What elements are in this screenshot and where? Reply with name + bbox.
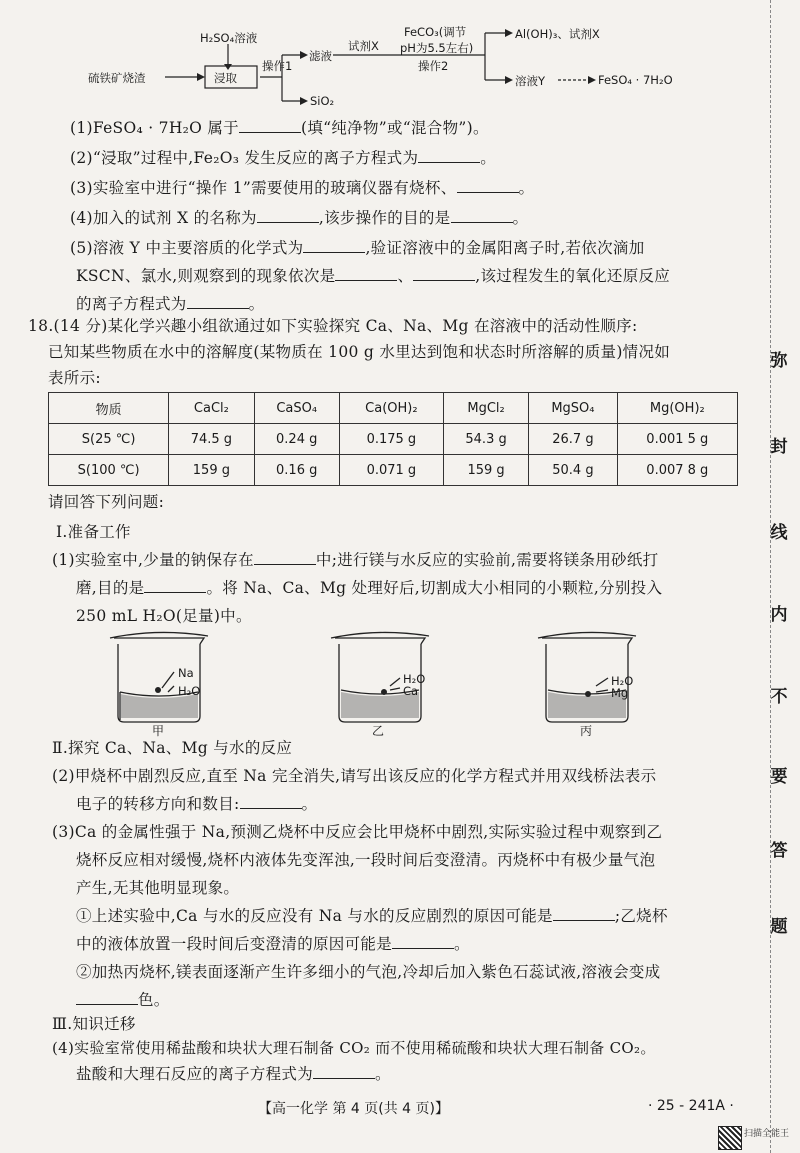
side-char: 答 [770, 841, 788, 861]
q18-intro2: 已知某些物质在水中的溶解度(某物质在 100 g 水里达到饱和状态时所溶解的质量)情况如 [48, 343, 671, 361]
side-char: 线 [770, 523, 788, 543]
section-3-heading: Ⅲ.知识迁移 [52, 1015, 136, 1033]
table-cell: 50.4 g [529, 455, 617, 486]
beaker-figures [100, 630, 660, 738]
q18-part1-line2: 磨,目的是 。将 Na、Ca、Mg 处理好后,切割成大小相同的小颗粒,分别投入 [76, 579, 663, 597]
q18-part3-line6: ②加热丙烧杯,镁表面逐渐产生许多细小的气泡,冷却后加入紫色石蕊试液,溶液会变成 [76, 963, 661, 981]
side-char: 要 [770, 767, 788, 787]
q17-part5-line3: 的离子方程式为 。 [76, 295, 265, 313]
q18-part3-line1: (3)Ca 的金属性强于 Na,预测乙烧杯中反应会比甲烧杯中剧烈,实际实验过程中观察到乙 [52, 823, 663, 841]
answer-blank[interactable] [257, 208, 319, 223]
flow-solution-y: 溶液Y [515, 74, 546, 88]
q18-part3-line5: 中的液体放置一段时间后变澄清的原因可能是 。 [76, 935, 470, 953]
flow-feco3-a: FeCO₃(调节 [404, 25, 467, 39]
flow-leach: 浸取 [214, 71, 237, 85]
q18-part1-line3: 250 mL H₂O(足量)中。 [76, 607, 252, 625]
q18-part3-line2: 烧杯反应相对缓慢,烧杯内液体先变浑浊,一段时间后变澄清。丙烧杯中有极少量气泡 [76, 851, 656, 869]
table-header-cell: MgSO₄ [529, 393, 617, 424]
table-cell: S(25 ℃) [49, 424, 169, 455]
section-2-heading: Ⅱ.探究 Ca、Na、Mg 与水的反应 [52, 739, 293, 757]
beaker-1-metal: Na [178, 666, 194, 680]
answer-blank[interactable] [303, 238, 365, 253]
side-char: 题 [770, 917, 788, 937]
flow-op2: 操作2 [418, 59, 449, 73]
answer-blank[interactable] [144, 578, 206, 593]
table-cell: 159 g [443, 455, 528, 486]
table-row [49, 455, 738, 486]
scanner-watermark: 扫描全能王 [744, 1129, 790, 1139]
table-cell: 0.071 g [339, 455, 443, 486]
answer-blank[interactable] [313, 1064, 375, 1079]
table-cell: 0.16 g [254, 455, 339, 486]
q18-part3-line3: 产生,无其他明显现象。 [76, 879, 240, 897]
table-cell: 74.5 g [169, 424, 254, 455]
side-char: 内 [770, 605, 788, 625]
flow-aloh3: Al(OH)₃、试剂X [515, 27, 600, 41]
beaker-1-water: H₂O [178, 684, 201, 698]
table-header-cell: MgCl₂ [443, 393, 528, 424]
table-header-cell: 物质 [49, 393, 169, 424]
answer-blank[interactable] [239, 118, 301, 133]
q17-part5-line1: (5)溶液 Y 中主要溶质的化学式为 ,验证溶液中的金属阳离子时,若依次滴加 [70, 239, 645, 257]
beaker-3-name: 丙 [580, 724, 593, 738]
flow-reagent-x: 试剂X [348, 39, 379, 53]
beaker-2-name: 乙 [372, 724, 385, 738]
answer-blank[interactable] [254, 550, 316, 565]
flow-chart [0, 0, 760, 118]
section-1-heading: Ⅰ.准备工作 [56, 523, 131, 541]
beaker-2-water: H₂O [403, 672, 426, 686]
qr-code-icon [718, 1126, 742, 1150]
q18-part2-line1: (2)甲烧杯中剧烈反应,直至 Na 完全消失,请写出该反应的化学方程式并用双线桥法表示 [52, 767, 657, 785]
table-header-cell: Ca(OH)₂ [339, 393, 443, 424]
table-header-row [49, 393, 738, 424]
table-header-cell: CaCl₂ [169, 393, 254, 424]
beaker-2-metal: Ca [403, 684, 419, 698]
q18-ask: 请回答下列问题: [48, 493, 165, 511]
flow-start: 硫铁矿烧渣 [88, 71, 146, 85]
table-cell: 26.7 g [529, 424, 617, 455]
answer-blank[interactable] [187, 294, 249, 309]
q17-part2: (2)“浸取”过程中,Fe₂O₃ 发生反应的离子方程式为 。 [70, 149, 497, 167]
beaker-3-water: H₂O [611, 674, 634, 688]
table-cell: 0.175 g [339, 424, 443, 455]
q17-part3: (3)实验室中进行“操作 1”需要使用的玻璃仪器有烧杯、 。 [70, 179, 535, 197]
table-cell: 0.24 g [254, 424, 339, 455]
answer-blank[interactable] [553, 906, 615, 921]
answer-blank[interactable] [457, 178, 519, 193]
footer-code: · 25 - 241A · [648, 1098, 734, 1114]
flow-arrows [0, 0, 760, 118]
flow-op1: 操作1 [262, 59, 293, 73]
answer-blank[interactable] [392, 934, 454, 949]
q18-part4-line2: 盐酸和大理石反应的离子方程式为 。 [76, 1065, 391, 1083]
q18-part4-line1: (4)实验室常使用稀盐酸和块状大理石制备 CO₂ 而不使用稀硫酸和块状大理石制备 CO₂。 [52, 1039, 656, 1057]
q18-intro3: 表所示: [48, 369, 101, 387]
table-cell: S(100 ℃) [49, 455, 169, 486]
answer-blank[interactable] [413, 266, 475, 281]
table-cell: 0.001 5 g [617, 424, 737, 455]
answer-blank[interactable] [418, 148, 480, 163]
q18-part3-line7: 色。 [76, 990, 170, 1010]
answer-blank[interactable] [76, 990, 138, 1005]
flow-feco3-b: pH为5.5左右) [400, 41, 474, 55]
flow-product: FeSO₄ · 7H₂O [598, 73, 673, 87]
table-cell: 0.007 8 g [617, 455, 737, 486]
side-char: 封 [770, 437, 788, 457]
q18-part1-line1: (1)实验室中,少量的钠保存在 中;进行镁与水反应的实验前,需要将镁条用砂纸打 [52, 551, 659, 569]
q17-part1: (1)FeSO₄ · 7H₂O 属于 (填“纯净物”或“混合物”)。 [70, 119, 489, 137]
answer-blank[interactable] [451, 208, 513, 223]
q18-part3-line4: ①上述实验中,Ca 与水的反应没有 Na 与水的反应剧烈的原因可能是 ;乙烧杯 [76, 907, 668, 925]
q18-part2-line2: 电子的转移方向和数目: 。 [76, 795, 318, 813]
beaker-1-name: 甲 [152, 724, 165, 738]
flow-acid: H₂SO₄溶液 [200, 31, 258, 45]
table-header-cell: Mg(OH)₂ [617, 393, 737, 424]
table-cell: 54.3 g [443, 424, 528, 455]
table-header-cell: CaSO₄ [254, 393, 339, 424]
beaker-3-metal: Mg [611, 686, 629, 700]
solubility-table [48, 392, 738, 486]
answer-blank[interactable] [240, 794, 302, 809]
table-cell: 159 g [169, 455, 254, 486]
side-char: 不 [770, 687, 788, 707]
flow-sio2: SiO₂ [310, 94, 335, 108]
flow-filtrate: 滤液 [309, 49, 332, 63]
binding-line [770, 0, 772, 1153]
q18-intro1: 18.(14 分)某化学兴趣小组欲通过如下实验探究 Ca、Na、Mg 在溶液中的活动性顺序: [28, 317, 638, 335]
footer-page-info: 【高一化学 第 4 页(共 4 页)】 [258, 1101, 449, 1117]
table-row [49, 424, 738, 455]
q17-part5-line2: KSCN、氯水,则观察到的现象依次是 、 ,该过程发生的氧化还原反应 [76, 267, 671, 285]
side-char: 弥 [770, 351, 788, 371]
q17-part4: (4)加入的试剂 X 的名称为 ,该步操作的目的是 。 [70, 209, 529, 227]
answer-blank[interactable] [335, 266, 397, 281]
